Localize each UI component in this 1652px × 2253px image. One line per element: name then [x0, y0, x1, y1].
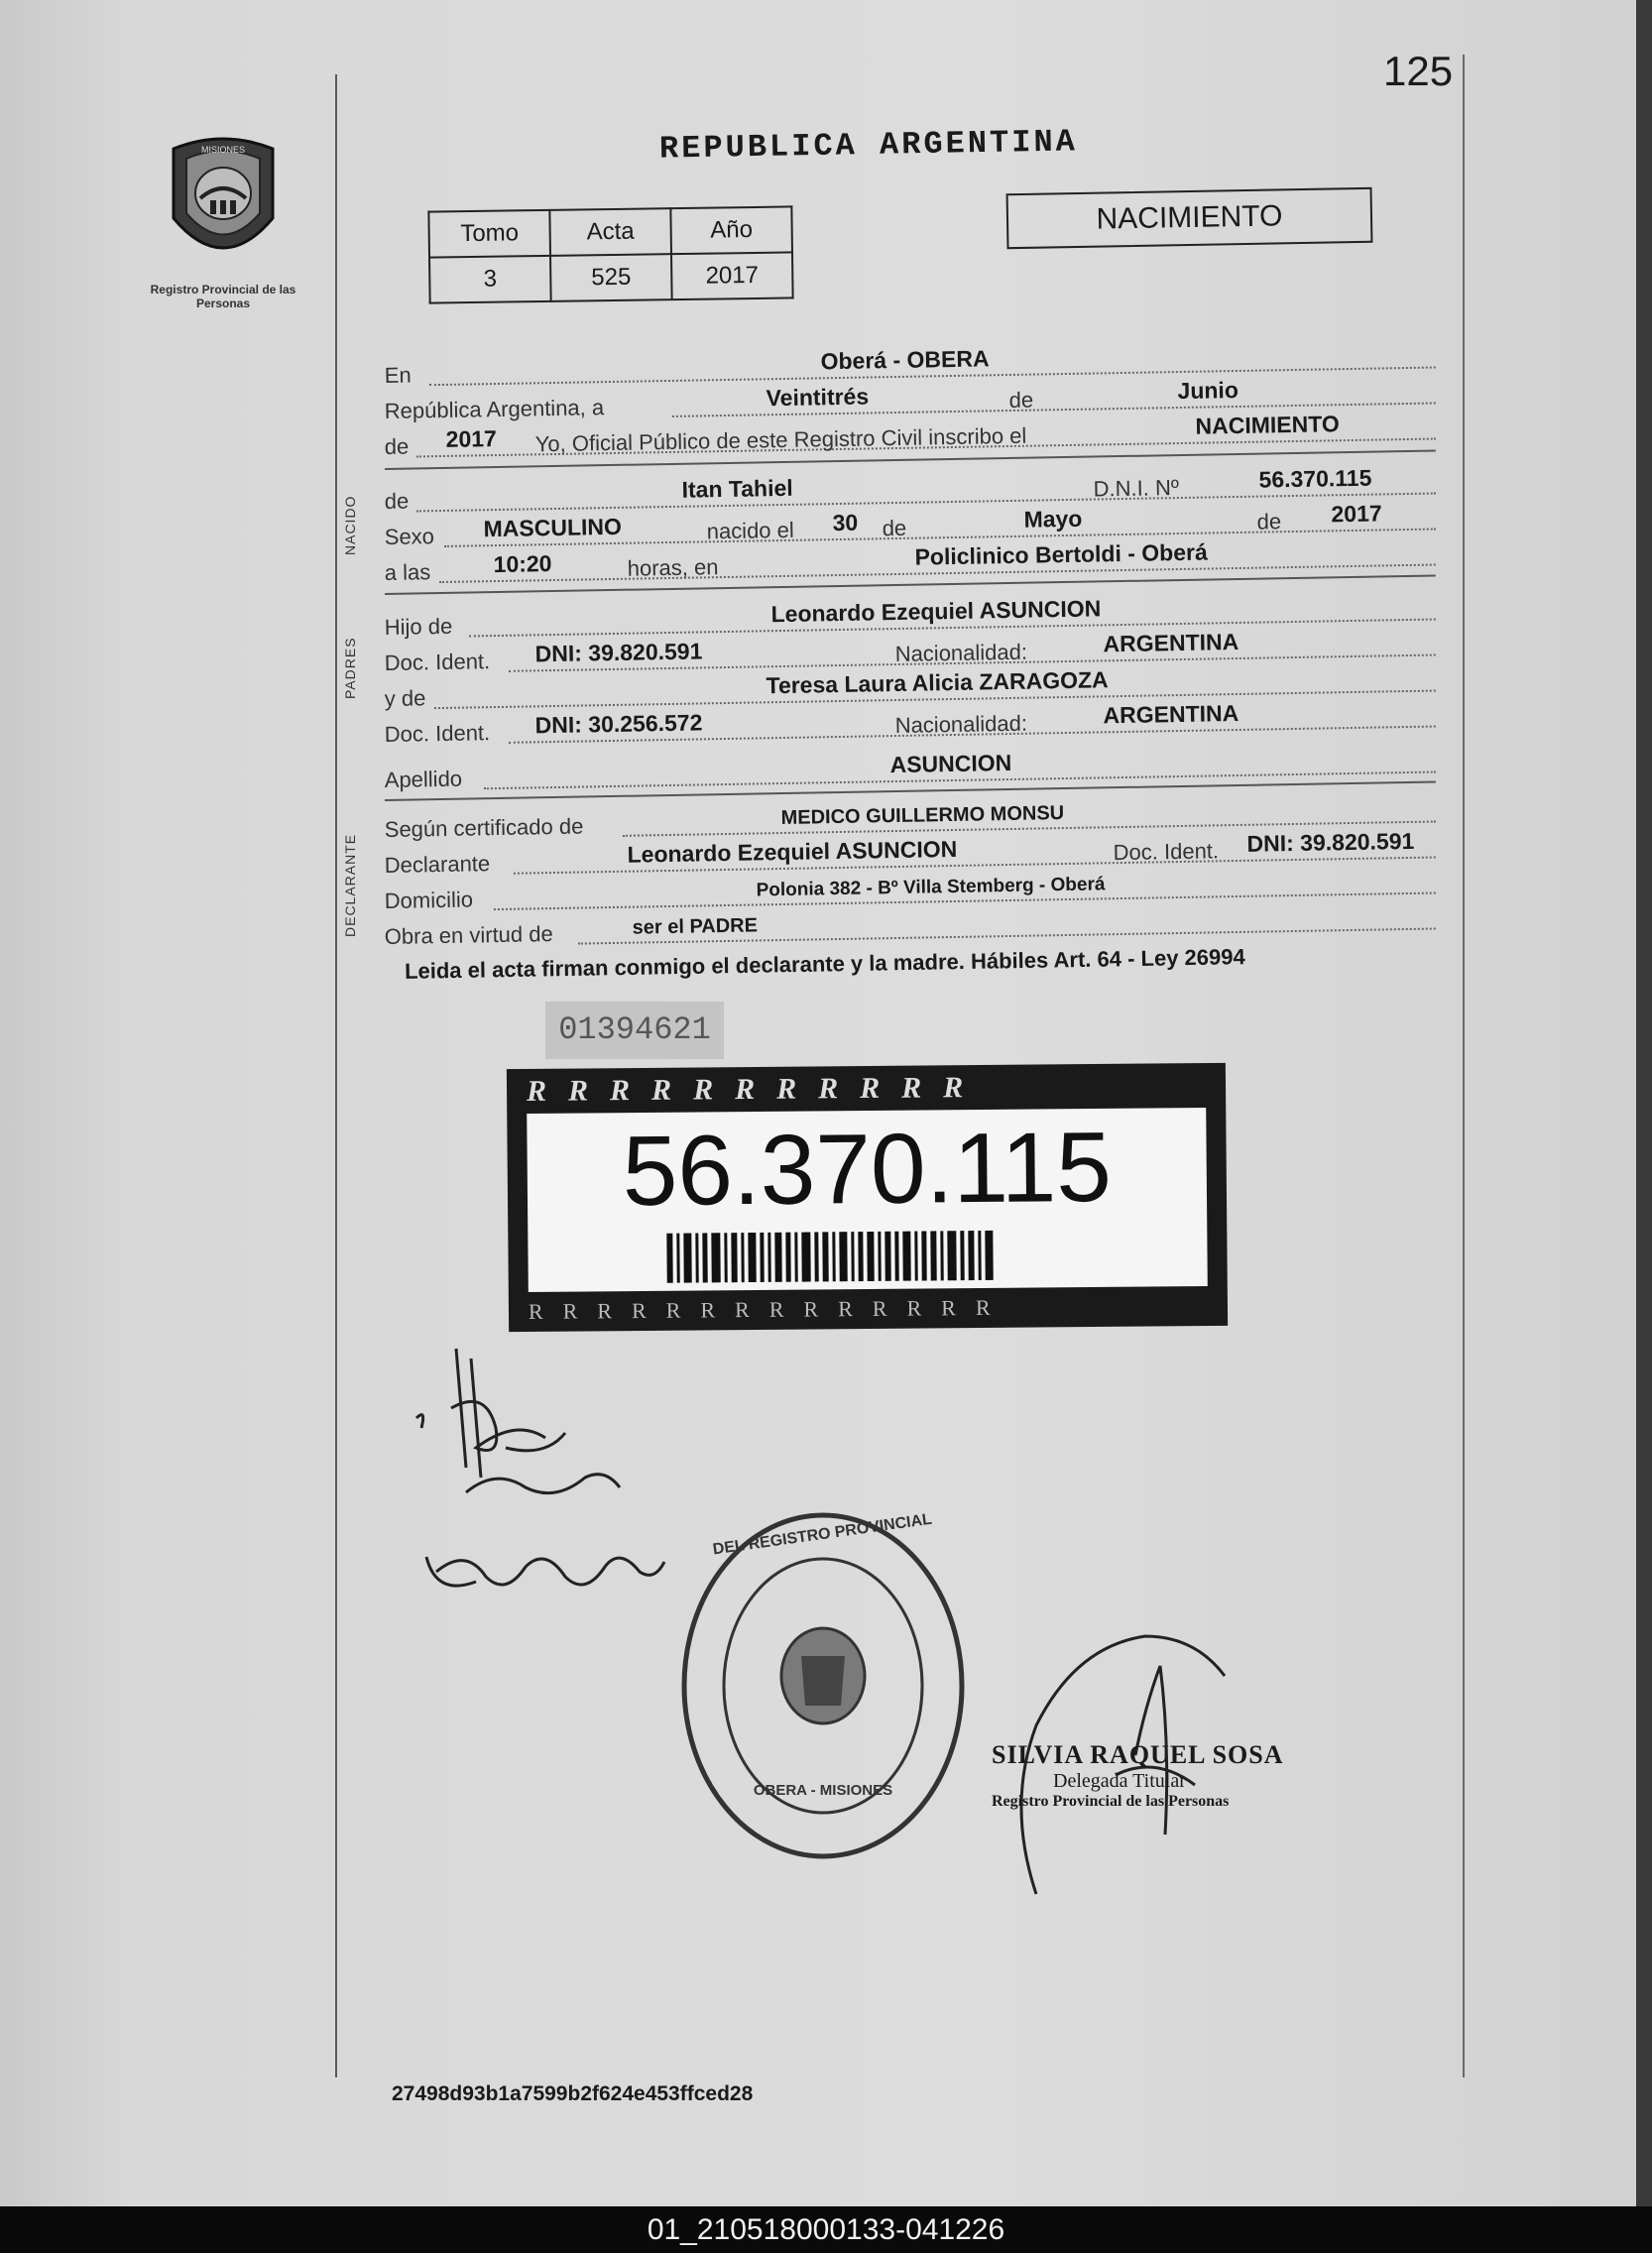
place-value: Oberá - OBERA — [820, 345, 990, 375]
official-name: SILVIA RAQUEL SOSA — [992, 1740, 1284, 1769]
father-doc-value: DNI: 39.820.591 — [534, 638, 703, 667]
document-hash: 27498d93b1a7599b2f624e453ffced28 — [392, 2082, 754, 2105]
declarant-line: Declarante Leonardo Ezequiel ASUNCION Doc. Ident. DNI: 39.820.591 — [384, 827, 1435, 879]
sex-value: MASCULINO — [483, 513, 623, 542]
father-nationality-value: ARGENTINA — [1103, 628, 1239, 657]
seal-city: OBERA - MISIONES — [753, 1782, 893, 1799]
stamp-pattern: RRRRRRRRRRR — [526, 1070, 986, 1108]
security-stamp — [507, 1063, 1228, 1332]
child-name-value: Itan Tahiel — [681, 474, 793, 503]
official-block — [992, 1740, 1284, 1811]
father-doc-line: Doc. Ident. DNI: 39.820.591 Nacionalidad: ARGENTINA — [384, 625, 1435, 676]
mother-nationality-value: ARGENTINA — [1103, 699, 1239, 729]
logo-lettering: MISIONES — [200, 145, 246, 155]
address-value: Polonia 382 - Bº Villa Stemberg - Oberá — [756, 874, 1106, 901]
day-value: Veintitrés — [766, 383, 870, 412]
sex-birth-line: Sexo MASCULINO nacido el 30 de Mayo de 2017 — [384, 499, 1435, 550]
page-edge — [1636, 0, 1652, 2206]
record-table — [427, 205, 793, 303]
child-name-line: de Itan Tahiel D.N.I. Nº 56.370.115 — [384, 463, 1435, 515]
birth-month-value: Mayo — [1023, 505, 1083, 533]
declarant-signature — [397, 1329, 694, 1626]
birth-time-value: 10:20 — [493, 550, 552, 578]
anio-header: Año — [670, 206, 792, 254]
closing-note: Leida el acta firman conmigo el declarante y la madre. Hábiles Art. 64 - Ley 26994 — [404, 944, 1245, 984]
official-role: Delegada Titular — [1053, 1770, 1186, 1792]
mother-line: y de Teresa Laura Alicia ZARAGOZA — [384, 660, 1435, 712]
child-dni-value: 56.370.115 — [1258, 464, 1372, 493]
serial-number: 01394621 — [545, 1002, 724, 1059]
father-name-value: Leonardo Ezequiel ASUNCION — [770, 595, 1102, 628]
certificate-value: MEDICO GUILLERMO MONSU — [780, 802, 1065, 830]
seal-lettering: DEL REGISTRO PROVINCIAL — [711, 1510, 933, 1559]
page-number: 125 — [1383, 48, 1454, 94]
month-value: Junio — [1177, 376, 1239, 405]
coat-of-arms-icon — [159, 129, 288, 278]
act-type-value: NACIMIENTO — [1195, 411, 1340, 439]
acta-header: Acta — [549, 208, 671, 256]
time-place-line: a las 10:20 horas, en Policlinico Bertoldi - Oberá — [384, 534, 1435, 586]
father-line: Hijo de Leonardo Ezequiel ASUNCION — [384, 589, 1435, 641]
official-seal — [674, 1507, 972, 1864]
mother-doc-value: DNI: 30.256.572 — [534, 709, 703, 739]
document-title: REPUBLICA ARGENTINA — [658, 123, 1079, 168]
section-label-declarante: DECLARANTE — [342, 833, 358, 937]
mother-doc-line: Doc. Ident. DNI: 30.256.572 Nacionalidad: ARGENTINA — [384, 696, 1435, 748]
declarant-doc-value: DNI: 39.820.591 — [1246, 827, 1415, 857]
surname-line: Apellido ASUNCION — [384, 742, 1435, 793]
tomo-header: Tomo — [428, 210, 550, 258]
mother-name-value: Teresa Laura Alicia ZARAGOZA — [766, 666, 1109, 699]
birth-year-value: 2017 — [1331, 500, 1382, 528]
year-value: 2017 — [445, 425, 498, 452]
date-line: República Argentina, a Veintitrés de Junio — [384, 373, 1435, 424]
surname-value: ASUNCION — [889, 749, 1012, 778]
section-label-nacido: NACIDO — [342, 495, 358, 555]
registry-name: Registro Provincial de las Personas — [150, 283, 296, 310]
address-line: Domicilio Polonia 382 - Bº Villa Stemberg - Oberá — [384, 863, 1435, 914]
stamp-number: 56.370.115 — [622, 1111, 1113, 1228]
form-border-right — [1463, 55, 1465, 2077]
stamp-pattern-bottom: RRRRRRRRRRRRRR — [528, 1294, 1010, 1324]
place-line: En Oberá - OBERA — [384, 337, 1435, 389]
birth-day-value: 30 — [832, 509, 859, 536]
anio-value: 2017 — [671, 252, 793, 299]
certificate-line: Según certificado de MEDICO GUILLERMO MONSU — [384, 791, 1435, 843]
basis-value: ser el PADRE — [632, 914, 759, 939]
acta-value: 525 — [550, 254, 672, 301]
declarant-name-value: Leonardo Ezequiel ASUNCION — [627, 835, 958, 868]
registry-logo — [139, 129, 307, 327]
basis-line: Obra en virtud de ser el PADRE — [384, 898, 1435, 950]
year-line: de 2017 Yo, Oficial Público de este Registro Civil inscribo el NACIMIENTO — [384, 409, 1435, 460]
section-label-padres: PADRES — [342, 637, 358, 699]
barcode — [666, 1230, 1103, 1283]
birth-place-value: Policlinico Bertoldi - Oberá — [914, 538, 1208, 570]
stamp-label — [527, 1108, 1208, 1292]
official-org: Registro Provincial de las Personas — [992, 1793, 1230, 1810]
file-id-footer: 01_210518000133-041226 — [0, 2206, 1652, 2253]
record-type-box: NACIMIENTO — [1006, 187, 1373, 249]
tomo-value: 3 — [429, 256, 551, 303]
form-border-left — [335, 74, 337, 2077]
